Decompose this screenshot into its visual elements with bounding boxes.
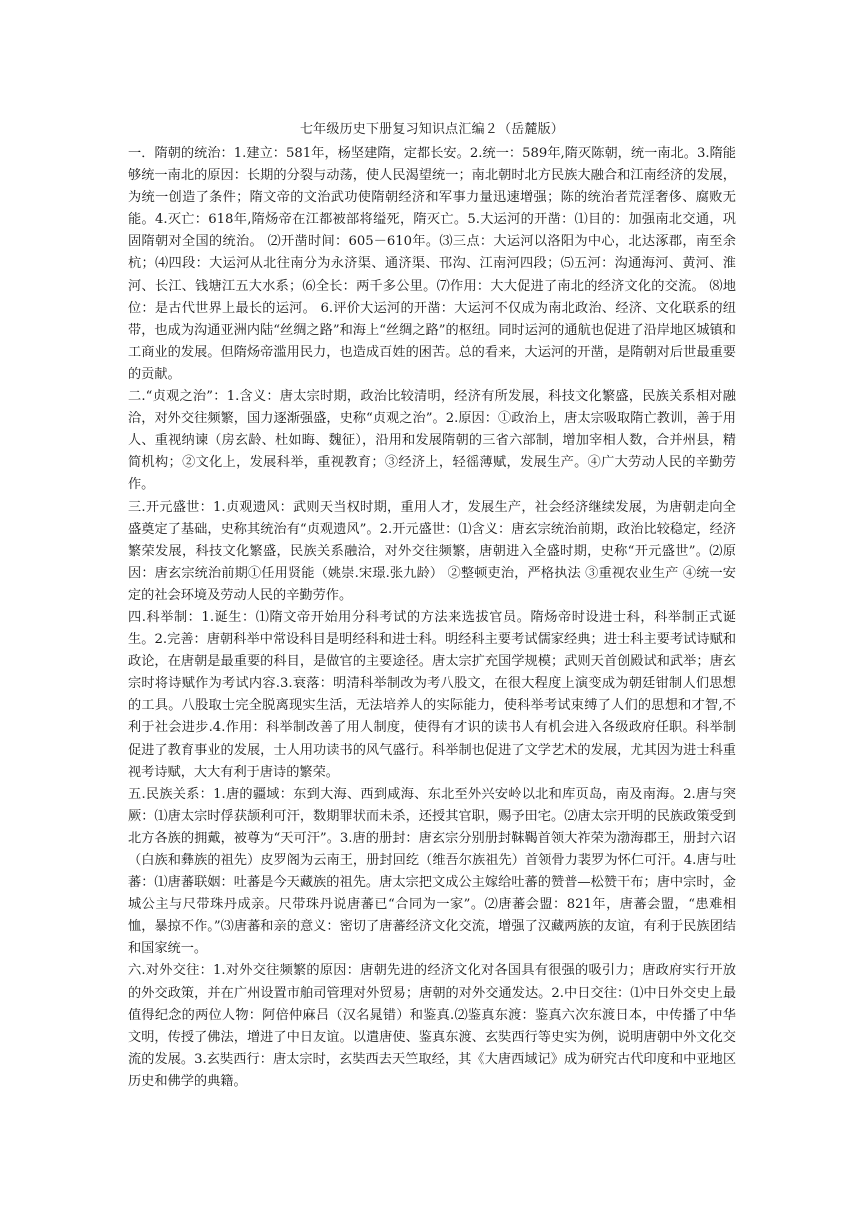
section-foreign-relations: 六.对外交往：1.对外交往频繁的原因：唐朝先进的经济文化对各国具有很强的吸引力；唐政府实行开放的外交政策，并在广州设置市舶司管理对外贸易；唐朝的对外交通发达。2.中日交往：⑴中日外交史上最值得纪念的两位人物：阿倍仲麻吕（汉名晁错）和鉴真.⑵鉴真东渡：鉴真六次东渡日本，中传播了中华文明，传授了佛法，增进了中日友谊。以遣唐使、鉴真东渡、玄奘西行等史实为例，说明唐朝中外文化交流的发展。3.玄奘西行：唐太宗时，玄奘西去天竺取经，其《大唐西域记》成为研究古代印度和中亚地区历史和佛学的典籍。 <box>128 963 736 1089</box>
document-title: 七年级历史下册复习知识点汇编２（岳麓版） <box>299 122 564 137</box>
section-imperial-exam: 四.科举制：1.诞生：⑴隋文帝开始用分科考试的方法来选拔官员。隋炀帝时设进士科，科举制正式诞生。2.完善：唐朝科举中常设科目是明经科和进士科。明经科主要考试儒家经典；进士科主要考试诗赋和政论，在唐朝是最重要的科目，是做官的主要途径。唐太宗扩充国学规模；武则天首创殿试和武举；唐玄宗时将诗赋作为考试内容.3.衰落：明清科举制改为考八股文，在很大程度上演变成为朝廷钳制人们思想的工具。八股取士完全脱离现实生活，无法培养人的实际能力，使科举考试束缚了人们的思想和才智,不利于社会进步.4.作用：科举制改善了用人制度，使得有才识的读书人有机会进入各级政府任职。科举制促进了教育事业的发展，士人用功读书的风气盛行。科举制也促进了文学艺术的发展，尤其因为进士科重视考诗赋，大大有利于唐诗的繁荣。 <box>128 609 736 780</box>
section-sui-dynasty: 一．隋朝的统治：1.建立：581年，杨坚建隋，定都长安。2.统一：589年,隋灭陈朝，统一南北。3.隋能够统一南北的原因：长期的分裂与动荡，使人民渴望统一；南北朝时北方民族大融合和江南经济的发展，为统一创造了条件；隋文帝的文治武功使隋朝经济和军事力量迅速增强；陈的统治者荒淫奢侈、腐败无能。4.灭亡：618年,隋炀帝在江都被部将缢死，隋灭亡。5.大运河的开凿：⑴目的：加强南北交通，巩固隋朝对全国的统治。 ⑵开凿时间：605－610年。⑶三点：大运河以洛阳为中心，北达涿郡，南至余杭；⑷四段：大运河从北往南分为永济渠、通济渠、邗沟、江南河四段；⑸五河：沟通海河、黄河、淮河、长江、钱塘江五大水系；⑹全长：两千多公里。⑺作用：大大促进了南北的经济文化的交流。 ⑻地位：是古代世界上最长的运河。 6.评价大运河的开凿：大运河不仅成为南北政治、经济、文化联系的纽带，也成为沟通亚洲内陆“丝绸之路”和海上“丝绸之路”的枢纽。同时运河的通航也促进了沿岸地区城镇和工商业的发展。但隋炀帝滥用民力，也造成百姓的困苦。总的看来，大运河的开凿，是隋朝对后世最重要的贡献。 <box>128 146 736 382</box>
section-zhenguan-rule: 二.“贞观之治”：1.含义：唐太宗时期，政治比较清明，经济有所发展，科技文化繁盛，民族关系相对融洽，对外交往频繁，国力逐渐强盛，史称“贞观之治”。2.原因：①政治上，唐太宗吸取隋亡教训，善于用人、重视纳谏（房玄龄、杜如晦、魏征），沿用和发展隋朝的三省六部制，增加宰相人数，合并州县，精简机构；②文化上，发展科举，重视教育；③经济上，轻徭薄赋，发展生产。④广大劳动人民的辛勤劳作。 <box>128 389 736 493</box>
document-page <box>128 121 736 1093</box>
section-kaiyuan-prosperity: 三.开元盛世：1.贞观遗风：武则天当权时期，重用人才，发展生产，社会经济继续发展，为唐朝走向全盛奠定了基础，史称其统治有“贞观遗风”。2.开元盛世：⑴含义：唐玄宗统治前期，政治比较稳定，经济繁荣发展，科技文化繁盛，民族关系融洽，对外交往频繁，唐朝进入全盛时期，史称“开元盛世”。⑵原因：唐玄宗统治前期①任用贤能（姚崇.宋璟.张九龄） ②整顿吏治，严格执法 ③重视农业生产 ④统一安定的社会环境及劳动人民的辛勤劳作。 <box>128 499 736 603</box>
section-ethnic-relations: 五.民族关系：1.唐的疆域：东到大海、西到咸海、东北至外兴安岭以北和库页岛，南及南海。2.唐与突厥：⑴唐太宗时俘获颉利可汗，数期罪状而未杀，还授其官职，赐予田宅。⑵唐太宗开明的民族政策受到北方各族的拥戴，被尊为“天可汗”。3.唐的册封：唐玄宗分别册封靺鞨首领大祚荣为渤海郡王，册封六诏（白族和彝族的祖先）皮罗阁为云南王，册封回纥（维吾尔族祖先）首领骨力裴罗为怀仁可汗。4.唐与吐蕃：⑴唐蕃联姻：吐蕃是今天藏族的祖先。唐太宗把文成公主嫁给吐蕃的赞普—松赞干布；唐中宗时，金城公主与尺带珠丹成亲。尺带珠丹说唐蕃已“合同为一家”。⑵唐蕃会盟：821年，唐蕃会盟，“患难相恤，暴掠不作。”⑶唐蕃和亲的意义：密切了唐蕃经济文化交流，增强了汉藏两族的友谊，有利于民族团结和国家统一。 <box>128 786 736 957</box>
